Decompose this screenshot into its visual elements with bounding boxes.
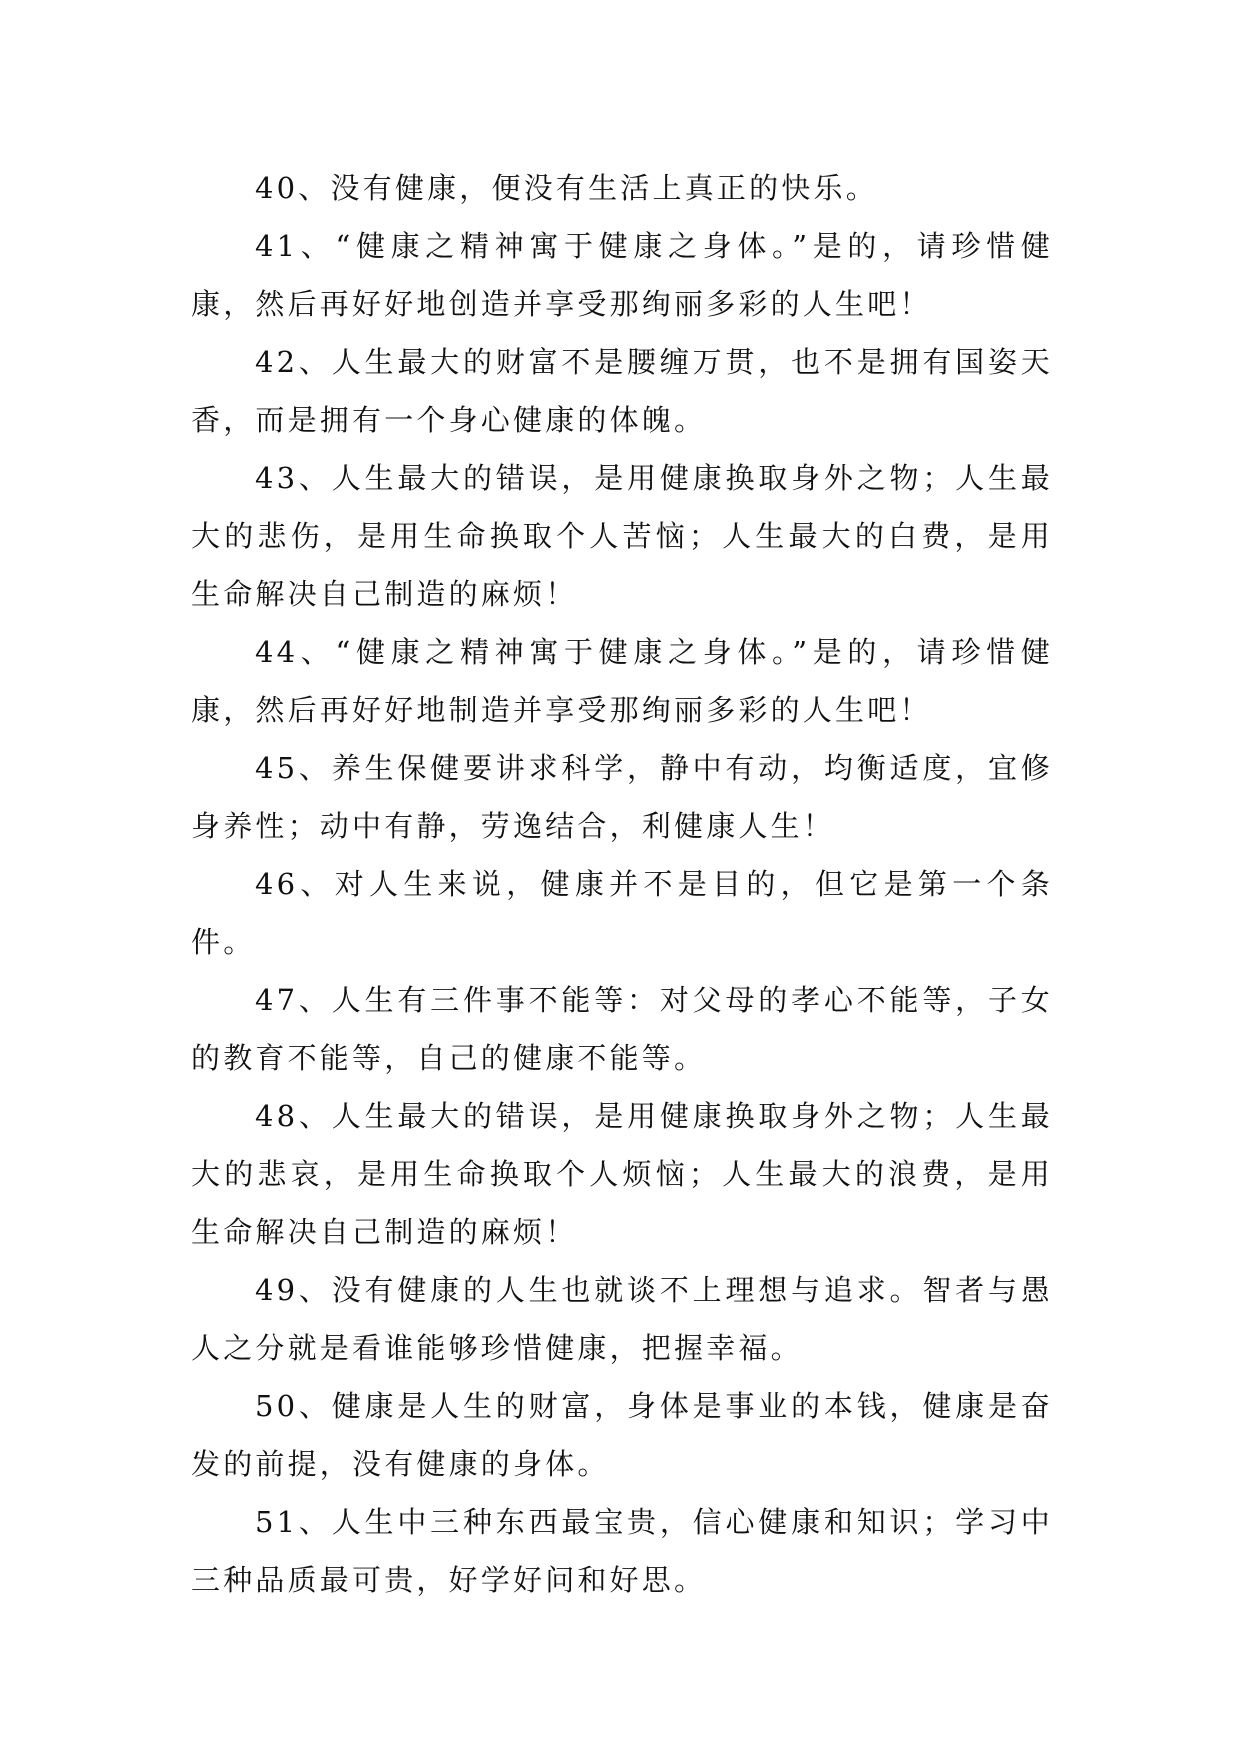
- entry-46: 46、对人生来说，健康并不是目的，但它是第一个条件。: [191, 867, 1053, 959]
- entry-42: 42、人生最大的财富不是腰缠万贯，也不是拥有国姿天香，而是拥有一个身心健康的体魄。: [191, 345, 1053, 437]
- entry-40: 40、没有健康，便没有生活上真正的快乐。: [255, 171, 878, 205]
- entry-51: 51、人生中三种东西最宝贵，信心健康和知识；学习中三种品质最可贵，好学好问和好思。: [191, 1505, 1053, 1597]
- entry-49: 49、没有健康的人生也就谈不上理想与追求。智者与愚人之分就是看谁能够珍惜健康，把握幸福。: [191, 1273, 1053, 1365]
- entry-47: 47、人生有三件事不能等：对父母的孝心不能等，子女的教育不能等，自己的健康不能等。: [191, 983, 1053, 1075]
- entry-50: 50、健康是人生的财富，身体是事业的本钱，健康是奋发的前提，没有健康的身体。: [191, 1389, 1053, 1481]
- entry-48: 48、人生最大的错误，是用健康换取身外之物；人生最大的悲哀，是用生命换取个人烦恼；人生最大的浪费，是用生命解决自己制造的麻烦！: [191, 1099, 1053, 1249]
- entry-41: 41、“健康之精神寓于健康之身体。”是的，请珍惜健康，然后再好好地创造并享受那绚丽多彩的人生吧！: [191, 229, 1053, 321]
- entry-45: 45、养生保健要讲求科学，静中有动，均衡适度，宜修身养性；动中有静，劳逸结合，利健康人生！: [191, 751, 1053, 843]
- document-body: [191, 159, 1053, 1609]
- entry-44: 44、“健康之精神寓于健康之身体。”是的，请珍惜健康，然后再好好地制造并享受那绚丽多彩的人生吧！: [191, 635, 1053, 727]
- entry-43: 43、人生最大的错误，是用健康换取身外之物；人生最大的悲伤，是用生命换取个人苦恼；人生最大的白费，是用生命解决自己制造的麻烦！: [191, 461, 1053, 611]
